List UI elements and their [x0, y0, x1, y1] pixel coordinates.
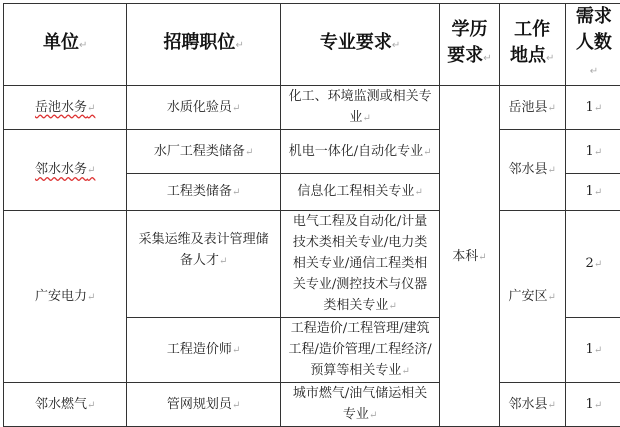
location-cell: 邻水县 ↵: [499, 130, 565, 211]
position-cell: 工程类储备 ↵: [127, 174, 280, 211]
education-cell: 本科 ↵: [440, 86, 499, 427]
count-cell: 1 ↵: [565, 86, 620, 130]
major-cell: 化工、环境监测或相关专业 ↵: [280, 86, 440, 130]
position-cell: 工程造价师 ↵: [127, 318, 280, 383]
location-cell: 广安区 ↵: [499, 211, 565, 383]
table-row: [4, 211, 620, 318]
table-row: [4, 383, 620, 427]
unit-cell: 岳池水务 ↵: [4, 86, 127, 130]
position-cell: 管网规划员 ↵: [127, 383, 280, 427]
position-cell: 水厂工程类储备 ↵: [127, 130, 280, 174]
position-cell: 采集运维及表计管理储备人才 ↵: [127, 211, 280, 318]
count-cell: 1 ↵: [565, 130, 620, 174]
major-cell: 机电一体化/自动化专业 ↵: [280, 130, 440, 174]
count-cell: 1 ↵: [565, 383, 620, 427]
count-cell: 1 ↵: [565, 318, 620, 383]
location-cell: 岳池县 ↵: [499, 86, 565, 130]
header-major: 专业要求 ↵: [280, 4, 440, 86]
recruitment-table: [3, 3, 620, 427]
header-education: 学历要求 ↵: [440, 4, 499, 86]
count-cell: 1 ↵: [565, 174, 620, 211]
table-row: [4, 130, 620, 174]
location-cell: 邻水县 ↵: [499, 383, 565, 427]
major-cell: 城市燃气/油气储运相关专业 ↵: [280, 383, 440, 427]
header-position: 招聘职位 ↵: [127, 4, 280, 86]
unit-cell: 广安电力 ↵: [4, 211, 127, 383]
header-location: 工作地点 ↵: [499, 4, 565, 86]
unit-cell: 邻水水务 ↵: [4, 130, 127, 211]
header-count: 需求人数 ↵: [565, 4, 620, 86]
major-cell: 信息化工程相关专业 ↵: [280, 174, 440, 211]
header-unit: 单位 ↵: [4, 4, 127, 86]
major-cell: 工程造价/工程管理/建筑工程/造价管理/工程经济/预算等相关专业 ↵: [280, 318, 440, 383]
major-cell: 电气工程及自动化/计量技术类相关专业/电力类相关专业/通信工程类相关专业/测控技术与仪器类相关专业 ↵: [280, 211, 440, 318]
count-cell: 2 ↵: [565, 211, 620, 318]
unit-cell: 邻水燃气 ↵: [4, 383, 127, 427]
table-row: [4, 86, 620, 130]
header-row: [4, 4, 620, 86]
position-cell: 水质化验员 ↵: [127, 86, 280, 130]
